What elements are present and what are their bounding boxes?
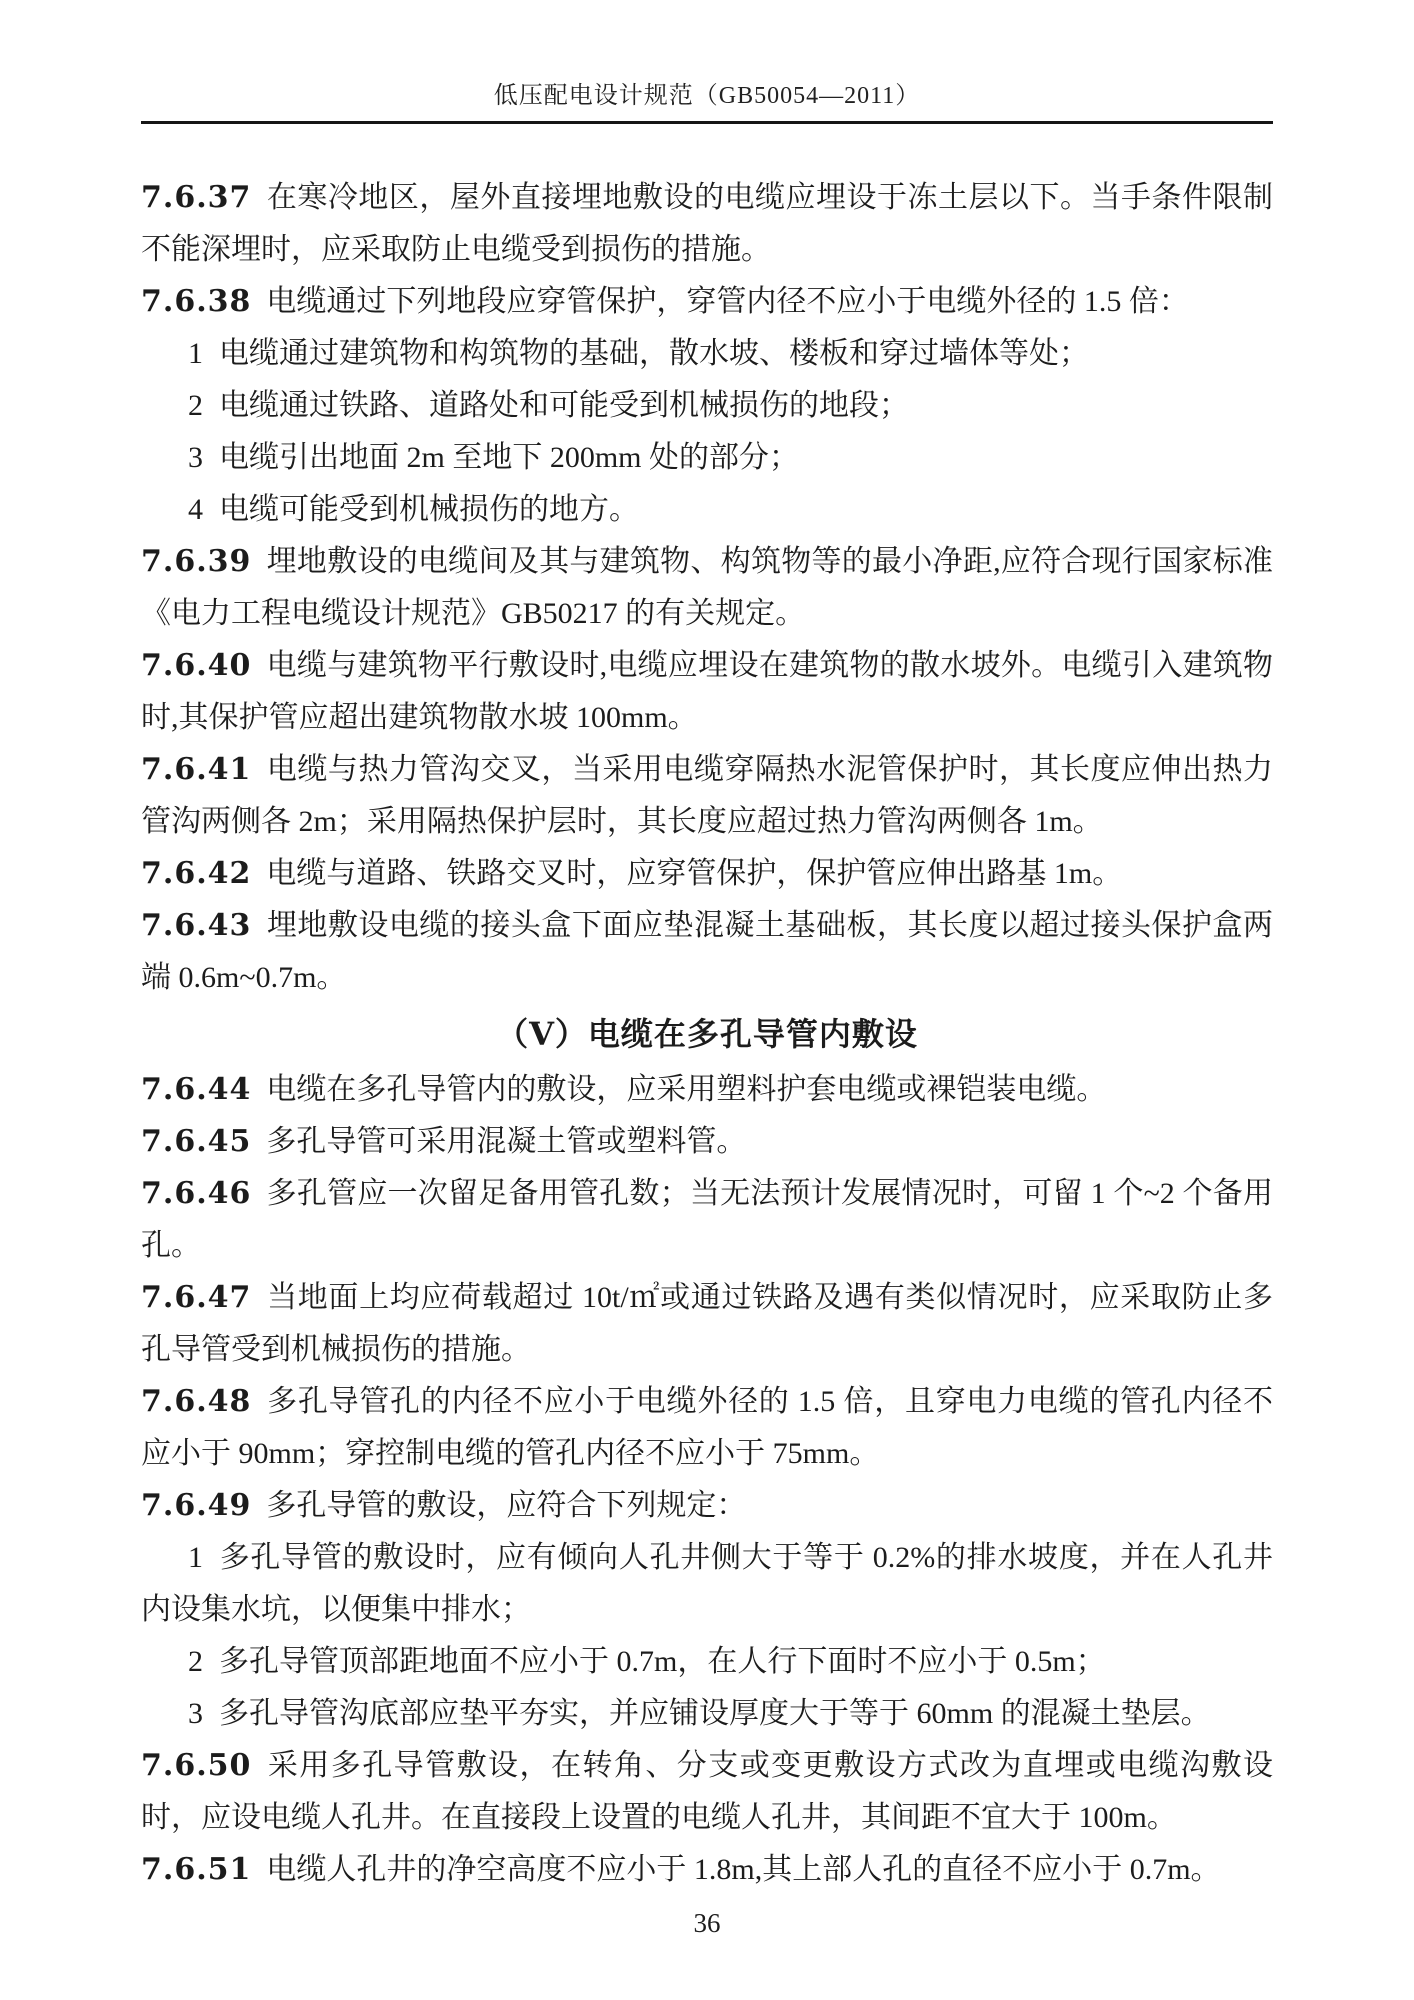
clause-number: 7.6.39 — [141, 544, 252, 579]
item-text: 多孔导管沟底部应垫平夯实，并应铺设厚度大于等于 60mm 的混凝土垫层。 — [219, 1697, 1211, 1730]
item-text: 多孔导管的敷设时，应有倾向人孔井侧大于等于 0.2%的排水坡度，并在人孔井内设集水坑，以便集中排水； — [141, 1541, 1273, 1626]
list-item-4 — [141, 484, 1273, 536]
list-item-3 — [141, 1688, 1273, 1740]
clause-7-6-47 — [141, 1272, 1273, 1376]
item-number: 1 — [188, 337, 203, 370]
clause-7-6-48 — [141, 1376, 1273, 1480]
clause-number: 7.6.42 — [141, 856, 252, 891]
item-text: 电缆通过建筑物和构筑物的基础，散水坡、楼板和穿过墙体等处； — [219, 337, 1089, 370]
running-header — [141, 0, 1273, 112]
clause-number: 7.6.43 — [141, 908, 252, 943]
clause-7-6-49 — [141, 1480, 1273, 1532]
clause-7-6-42 — [141, 848, 1273, 900]
item-number: 2 — [188, 389, 203, 422]
clause-7-6-37 — [141, 172, 1273, 276]
clause-7-6-41 — [141, 744, 1273, 848]
clause-number: 7.6.37 — [141, 180, 252, 215]
clause-number: 7.6.48 — [141, 1384, 252, 1419]
clause-text: 电缆通过下列地段应穿管保护，穿管内径不应小于电缆外径的 1.5 倍： — [266, 285, 1189, 318]
list-item-1 — [141, 1532, 1273, 1636]
clause-text: 当地面上均应荷载超过 10t/㎡或通过铁路及遇有类似情况时，应采取防止多孔导管受到机械损伤的措施。 — [141, 1281, 1273, 1366]
page-content — [141, 0, 1273, 1940]
clause-text: 多孔导管可采用混凝土管或塑料管。 — [266, 1125, 747, 1158]
clause-number: 7.6.47 — [141, 1280, 252, 1315]
clause-number: 7.6.50 — [141, 1748, 252, 1783]
item-number: 1 — [188, 1541, 203, 1574]
clause-7-6-44 — [141, 1064, 1273, 1116]
document-body — [141, 172, 1273, 1896]
clause-text: 电缆在多孔导管内的敷设，应采用塑料护套电缆或裸铠装电缆。 — [266, 1073, 1107, 1106]
section-heading-numeral: （Ⅴ） — [496, 1016, 588, 1052]
clause-number: 7.6.49 — [141, 1488, 252, 1523]
clause-number: 7.6.41 — [141, 752, 252, 787]
clause-7-6-46 — [141, 1168, 1273, 1272]
clause-text: 电缆与建筑物平行敷设时,电缆应埋设在建筑物的散水坡外。电缆引入建筑物时,其保护管应超出建筑物散水坡 100mm。 — [141, 649, 1273, 734]
clause-text: 电缆与道路、铁路交叉时，应穿管保护，保护管应伸出路基 1m。 — [266, 857, 1123, 890]
list-item-3 — [141, 432, 1273, 484]
item-number: 3 — [188, 1697, 203, 1730]
clause-7-6-51 — [141, 1844, 1273, 1896]
header-divider — [141, 121, 1273, 124]
clause-text: 埋地敷设电缆的接头盒下面应垫混凝土基础板，其长度以超过接头保护盒两端 0.6m~0.7m。 — [141, 909, 1273, 994]
item-text: 多孔导管顶部距地面不应小于 0.7m，在人行下面时不应小于 0.5m； — [219, 1645, 1106, 1678]
clause-7-6-39 — [141, 536, 1273, 640]
item-text: 电缆可能受到机械损伤的地方。 — [219, 493, 639, 526]
list-item-2 — [141, 380, 1273, 432]
clause-text: 多孔导管孔的内径不应小于电缆外径的 1.5 倍，且穿电力电缆的管孔内径不应小于 90mm；穿控制电缆的管孔内径不应小于 75mm。 — [141, 1385, 1273, 1470]
item-number: 3 — [188, 441, 203, 474]
clause-text: 电缆与热力管沟交叉，当采用电缆穿隔热水泥管保护时，其长度应伸出热力管沟两侧各 2m；采用隔热保护层时，其长度应超过热力管沟两侧各 1m。 — [141, 753, 1273, 838]
item-text: 电缆通过铁路、道路处和可能受到机械损伤的地段； — [219, 389, 909, 422]
clause-number: 7.6.40 — [141, 648, 252, 683]
clause-number: 7.6.44 — [141, 1072, 252, 1107]
clause-text: 电缆人孔井的净空高度不应小于 1.8m,其上部人孔的直径不应小于 0.7m。 — [266, 1853, 1221, 1886]
clause-number: 7.6.38 — [141, 284, 252, 319]
clause-text: 多孔导管的敷设，应符合下列规定： — [266, 1489, 747, 1522]
item-number: 4 — [188, 493, 203, 526]
section-heading-title: 电缆在多孔导管内敷设 — [587, 1015, 918, 1053]
page-number: 36 — [693, 1908, 721, 1938]
clause-7-6-45 — [141, 1116, 1273, 1168]
section-heading — [141, 1004, 1273, 1064]
clause-7-6-50 — [141, 1740, 1273, 1844]
clause-7-6-43 — [141, 900, 1273, 1004]
clause-number: 7.6.45 — [141, 1124, 252, 1159]
item-number: 2 — [188, 1645, 203, 1678]
clause-text: 在寒冷地区，屋外直接埋地敷设的电缆应埋设于冻土层以下。当手条件限制不能深埋时，应采取防止电缆受到损伤的措施。 — [141, 181, 1273, 266]
clause-7-6-40 — [141, 640, 1273, 744]
clause-text: 采用多孔导管敷设，在转角、分支或变更敷设方式改为直埋或电缆沟敷设时，应设电缆人孔井。在直接段上设置的电缆人孔井，其间距不宜大于 100m。 — [141, 1749, 1273, 1834]
clause-number: 7.6.46 — [141, 1176, 252, 1211]
clause-7-6-38 — [141, 276, 1273, 328]
header-title: 低压配电设计规范（GB50054—2011） — [493, 83, 921, 109]
item-text: 电缆引出地面 2m 至地下 200mm 处的部分； — [219, 441, 800, 474]
clause-number: 7.6.51 — [141, 1852, 252, 1887]
list-item-2 — [141, 1636, 1273, 1688]
clause-text: 多孔管应一次留足备用管孔数；当无法预计发展情况时，可留 1 个~2 个备用孔。 — [141, 1177, 1273, 1262]
list-item-1 — [141, 328, 1273, 380]
clause-text: 埋地敷设的电缆间及其与建筑物、构筑物等的最小净距,应符合现行国家标准《电力工程电缆设计规范》GB50217 的有关规定。 — [141, 545, 1273, 630]
